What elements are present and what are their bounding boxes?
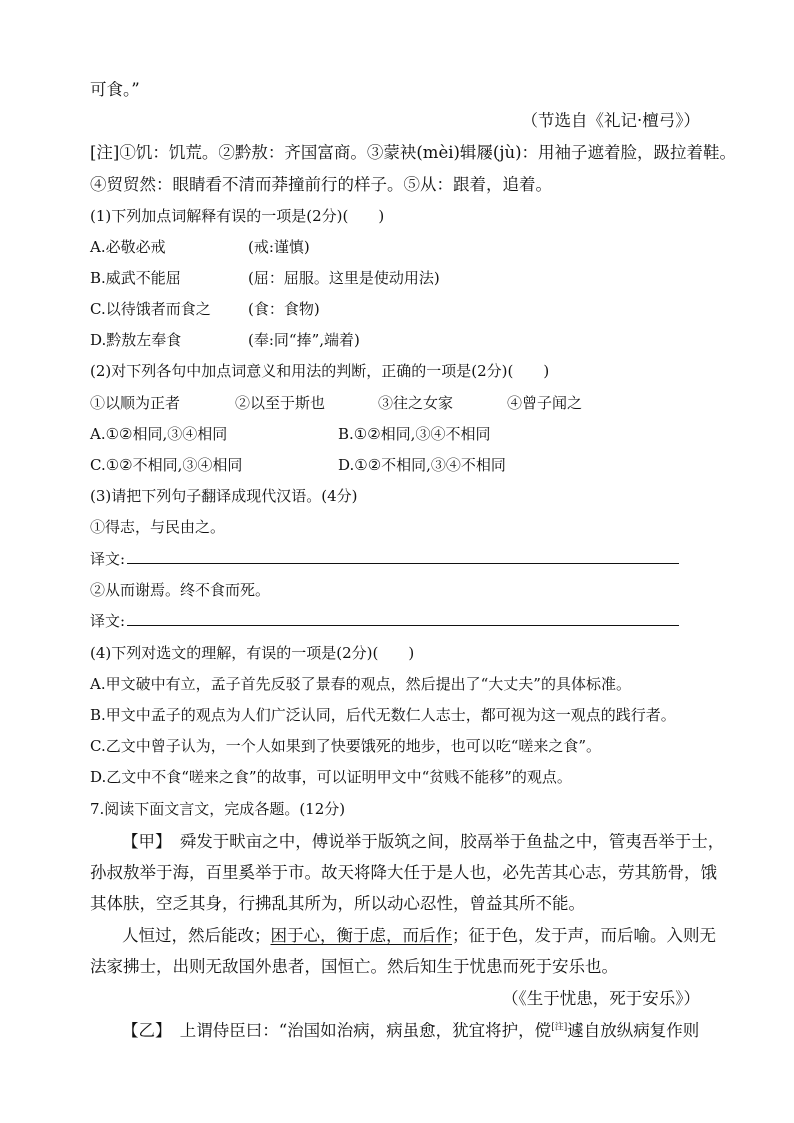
annotation-line: ④贸贸然：眼睛看不清而莽撞前行的样子。⑤从：跟着，追着。 (90, 175, 552, 194)
answer-blank[interactable] (127, 549, 679, 564)
question-2: (2)对下列各句中加点词意义和用法的判断，正确的一项是(2分)( ) (90, 362, 550, 380)
question-1: (1)下列加点词解释有误的一项是(2分)( ) (90, 207, 385, 225)
translate-sentence-2: ②从而谢焉。终不食而死。 (90, 581, 271, 599)
option-d: D.①②不相同,③④不相同 (338, 456, 506, 474)
translate-sentence-1: ①得志，与民由之。 (90, 518, 226, 536)
option-row (90, 424, 710, 444)
passage-line (122, 926, 716, 946)
passage-line: 孙叔敖举于海，百里奚举于市。故天将降大任于是人也，必先苦其心志，劳其筋骨，饿 (90, 863, 717, 882)
annotation-line: [注]①饥：饥荒。②黔敖：齐国富商。③蒙袂(mèi)辑屦(jù)：用袖子遮着脸，趿拉着鞋。 (90, 143, 737, 162)
option-word: C.以待饿者而食之 (90, 300, 211, 318)
question-4: (4)下列对选文的理解，有误的一项是(2分)( ) (90, 644, 415, 662)
passage-text: 遽自放纵病复作则 (567, 1021, 700, 1040)
sentence-2: ②以至于斯也 (235, 394, 326, 412)
option-word: D.黔敖左奉食 (90, 331, 182, 349)
answer-label: 译文: (90, 550, 126, 568)
option-explanation: (戒:谨慎) (248, 238, 310, 256)
passage-text: ；征于色，发于声，而后喻。入则无 (452, 926, 716, 945)
option-word: B.威武不能屈 (90, 269, 181, 287)
question-7: 7.阅读下面文言文，完成各题。(12分) (90, 800, 346, 818)
passage-text: 【乙】 上谓侍臣曰：“治国如治病，病虽愈，犹宜将护，傥 (122, 1021, 552, 1040)
option-b: B.甲文中孟子的观点为人们广泛认同，后代无数仁人志士，都可视为这一观点的践行者。 (90, 706, 676, 724)
option-b: B.①②相同,③④不相同 (338, 425, 491, 443)
option-a (90, 237, 710, 257)
option-a: A.甲文破中有立，孟子首先反驳了景春的观点，然后提出了“大丈夫”的具体标准。 (90, 675, 631, 693)
option-word: A.必敬必戒 (90, 238, 166, 256)
passage-line: 其体肤，空乏其身，行拂乱其所为，所以动心忍性，曾益其所不能。 (90, 894, 585, 913)
option-d: D.乙文中不食“嗟来之食”的故事，可以证明甲文中“贫贱不能移”的观点。 (90, 768, 572, 786)
option-explanation: (屈：屈服。这里是使动用法) (248, 269, 440, 287)
option-row (90, 455, 710, 475)
option-a: A.①②相同,③④相同 (90, 425, 228, 443)
underlined-phrase: 困于心，衡于虑，而后作 (270, 926, 452, 945)
passage-line: 法家拂士，出则无敌国外患者，国恒亡。然后知生于忧患而死于安乐也。 (90, 957, 618, 976)
footnote-marker: [注] (551, 1022, 568, 1033)
option-b (90, 268, 710, 288)
passage-text: 人恒过，然后能改； (122, 926, 271, 945)
passage-line: 【甲】 舜发于畎亩之中，傅说举于版筑之间，胶鬲举于鱼盐之中，管夷吾举于士， (122, 832, 725, 851)
answer-line-1 (90, 549, 710, 569)
source-citation: （节选自《礼记·檀弓》） (521, 111, 700, 130)
sentence-1: ①以顺为正者 (90, 394, 181, 412)
passage-line (122, 1021, 712, 1041)
option-d (90, 330, 710, 350)
sentence-4: ④曾子闻之 (507, 394, 583, 412)
option-explanation: (食：食物) (248, 300, 320, 318)
text-line: 可食。” (90, 80, 140, 99)
answer-blank[interactable] (127, 611, 679, 626)
option-c: C.①②不相同,③④相同 (90, 456, 243, 474)
sentence-3: ③往之女家 (378, 394, 454, 412)
question-3: (3)请把下列句子翻译成现代汉语。(4分) (90, 487, 358, 505)
option-explanation: (奉:同“捧”,端着) (248, 331, 360, 349)
answer-label: 译文: (90, 612, 126, 630)
answer-line-2 (90, 611, 710, 631)
option-c (90, 299, 710, 319)
sentence-row (90, 393, 710, 413)
source-citation: （《生于忧患，死于安乐》） (502, 989, 700, 1008)
option-c: C.乙文中曾子认为，一个人如果到了快要饿死的地步，也可以吃“嗟来之食”。 (90, 737, 602, 755)
